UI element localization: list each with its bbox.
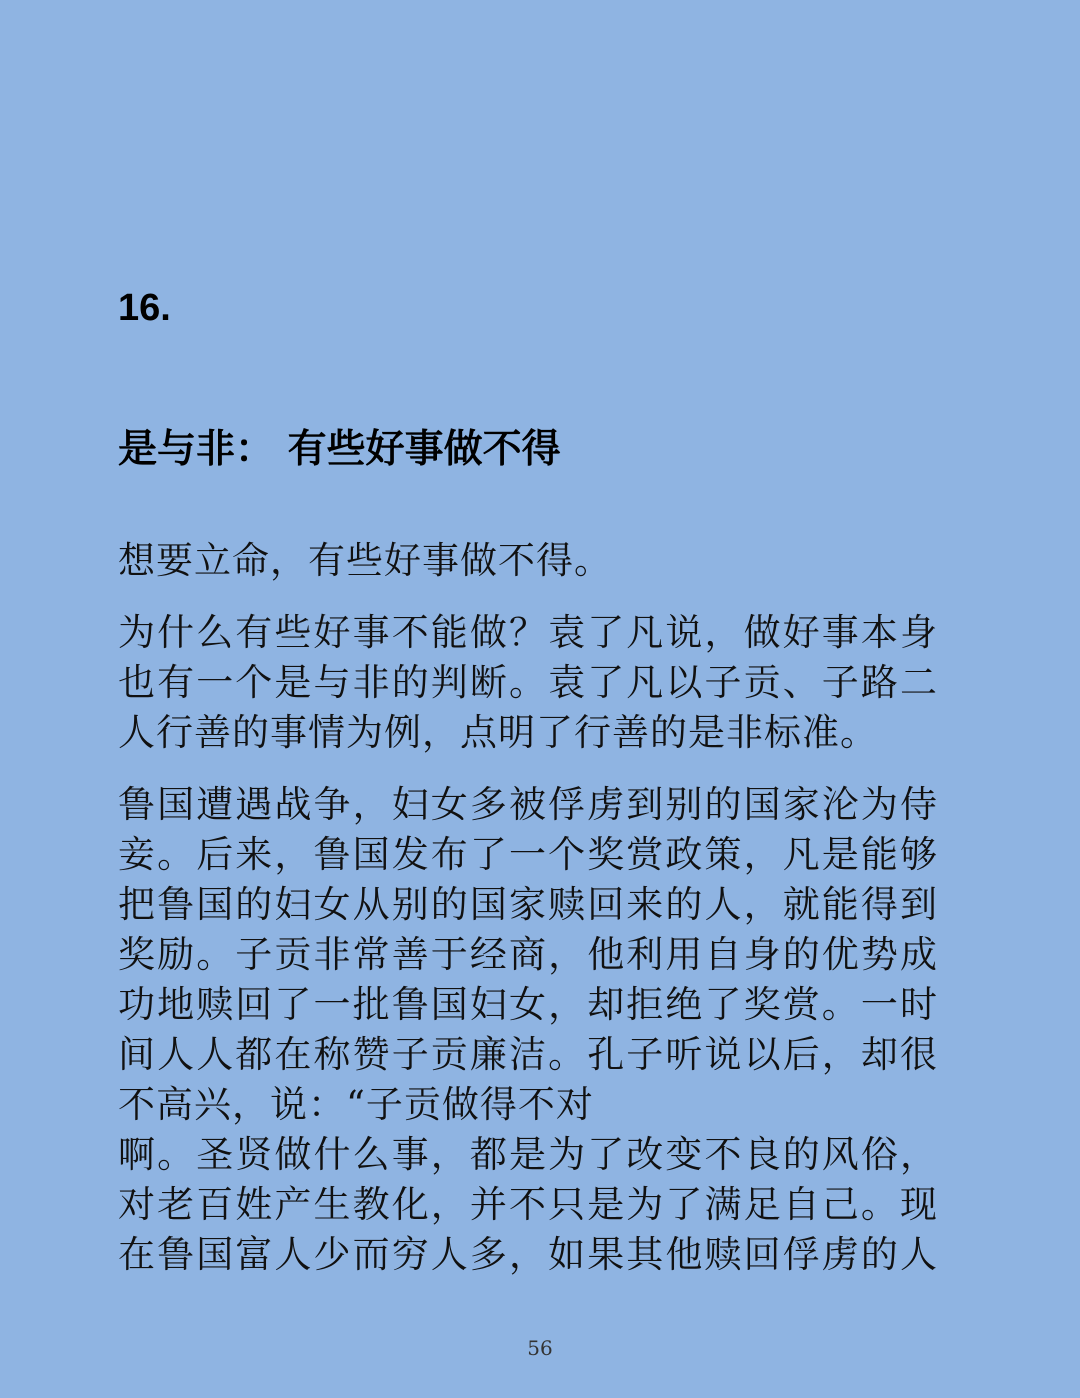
text-line: 鲁国遭遇战争，妇女多被俘虏到别的国家沦为侍: [118, 783, 938, 826]
text-line: 奖励。子贡非常善于经商，他利用自身的优势成: [118, 933, 938, 976]
text-line: 对老百姓产生教化，并不只是为了满足自己。现: [118, 1183, 938, 1226]
paragraph-2: [118, 608, 938, 758]
text-line: 也有一个是与非的判断。袁了凡以子贡、子路二: [118, 661, 938, 704]
text-line: 人行善的事情为例，点明了行善的是非标准。: [118, 711, 878, 754]
chapter-number: 16.: [118, 287, 171, 329]
text-line: 妾。后来，鲁国发布了一个奖赏政策，凡是能够: [118, 833, 938, 876]
text-line: 为什么有些好事不能做？袁了凡说，做好事本身: [118, 611, 938, 654]
paragraph-1: [118, 536, 938, 586]
text-line: 想要立命，有些好事做不得。: [118, 539, 612, 582]
text-line: 在鲁国富人少而穷人多，如果其他赎回俘虏的人: [118, 1233, 938, 1276]
body-text: [118, 536, 938, 1302]
text-line: 间人人都在称赞子贡廉洁。孔子听说以后，却很: [118, 1033, 938, 1076]
text-line: 功地赎回了一批鲁国妇女，却拒绝了奖赏。一时: [118, 983, 938, 1026]
paragraph-3: [118, 780, 938, 1280]
text-line: 啊。圣贤做什么事，都是为了改变不良的风俗，: [118, 1133, 938, 1176]
chapter-title: 是与非： 有些好事做不得: [118, 427, 561, 472]
text-line: 把鲁国的妇女从别的国家赎回来的人，就能得到: [118, 883, 938, 926]
page-number: 56: [527, 1336, 553, 1360]
text-line: 不高兴，说：“子贡做得不对: [118, 1083, 594, 1126]
